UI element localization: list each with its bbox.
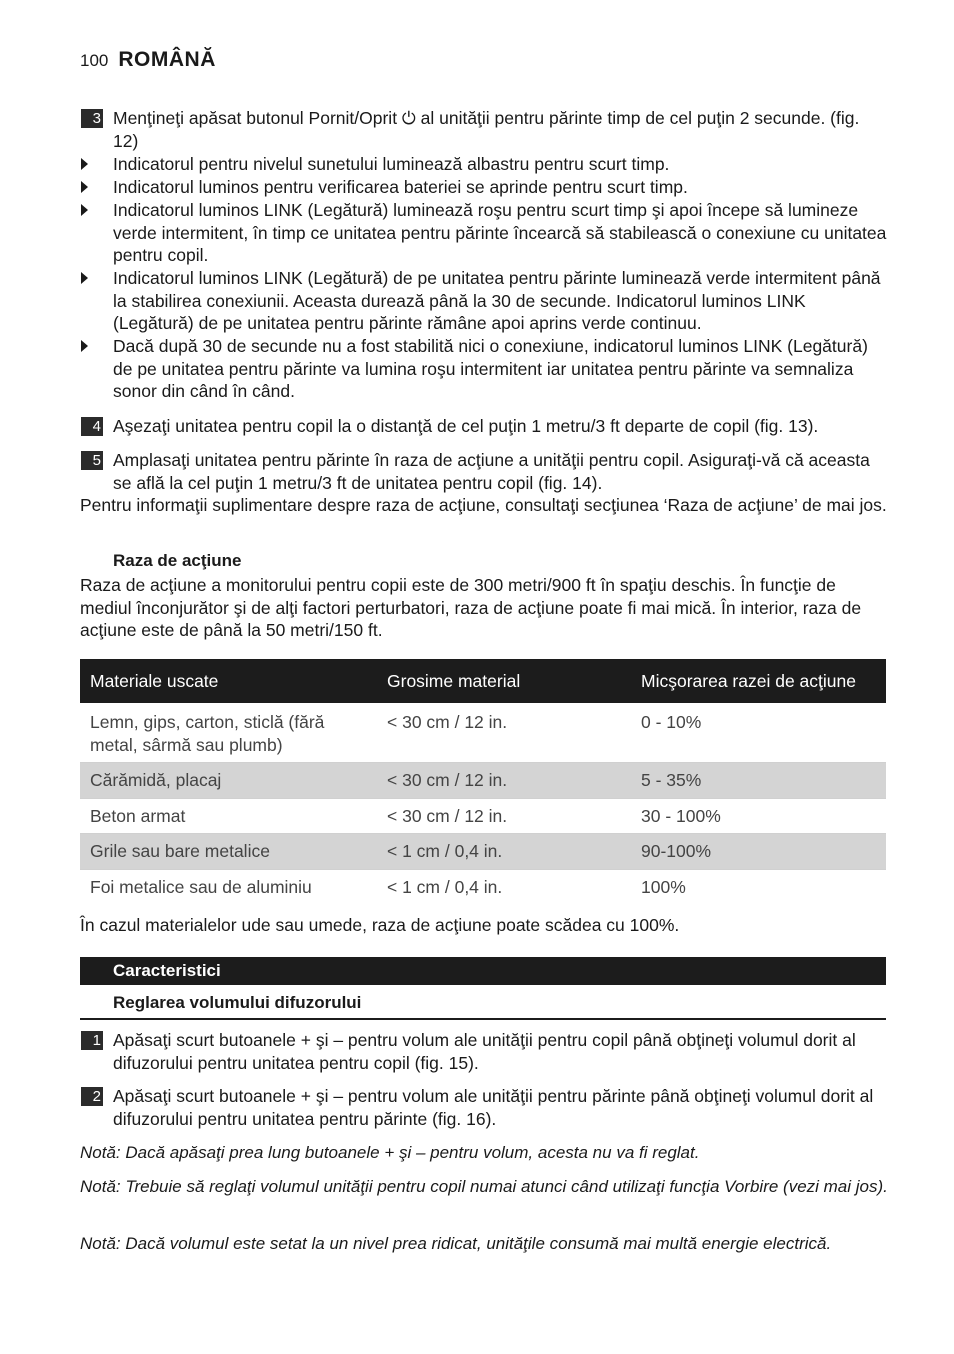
- bullet-arrow-icon: [81, 181, 88, 193]
- table-row: [80, 703, 886, 763]
- table-cell: Cărămidă, placaj: [80, 763, 377, 799]
- wet-materials-note: În cazul materialelor ude sau umede, raza de acţiune poate scădea cu 100%.: [80, 915, 680, 935]
- table-cell: Beton armat: [80, 798, 377, 834]
- table-cell: 0 - 10%: [631, 703, 886, 763]
- step-number-badge: 2: [81, 1087, 103, 1106]
- table-cell: 100%: [641, 876, 686, 897]
- table-header-cell: Materiale uscate: [80, 659, 377, 703]
- list-item: Indicatorul luminos LINK (Legătură) luminează roşu pentru scurt timp şi apoi începe să lumineze verde intermitent, în timp ce unitatea pentru părinte încearcă să stabilească o conexiune cu unitatea pentru copil.: [113, 200, 887, 265]
- step-text: Apăsaţi scurt butoanele + şi – pentru volum ale unităţii pentru copil până obţineţi volumul dorit al difuzorului pentru unitatea pentru copil (fig. 15).: [113, 1030, 856, 1073]
- step-number-badge: 4: [81, 417, 103, 436]
- note: Notă: Trebuie să reglaţi volumul unităţii pentru copil numai atunci când utilizaţi funcţia Vorbire (vezi mai jos).: [80, 1177, 888, 1196]
- subsection-title: Reglarea volumului difuzorului: [113, 993, 362, 1012]
- table-cell: 90-100%: [631, 834, 886, 870]
- bullet-arrow-icon: [81, 272, 88, 284]
- bullet-arrow-icon: [81, 340, 88, 352]
- divider: [80, 1018, 886, 1020]
- table-cell: Foi metalice sau de aluminiu: [90, 876, 312, 897]
- table-cell: < 30 cm / 12 in.: [377, 703, 631, 763]
- page-header: [80, 48, 216, 73]
- language-title: ROMÂNĂ: [118, 48, 216, 71]
- table-row: [80, 763, 886, 799]
- step-text: Menţineţi apăsat butonul Pornit/Oprit ⏻ al unităţii pentru părinte timp de cel puţin 2 secunde. (fig. 12): [113, 108, 860, 151]
- note: Notă: Dacă apăsaţi prea lung butoanele + şi – pentru volum, acesta nu va fi reglat.: [80, 1143, 700, 1162]
- step-text: Apăsaţi scurt butoanele + şi – pentru volum ale unităţii pentru părinte până obţineţi volumul dorit al difuzorului pentru unitatea pentru părinte (fig. 16).: [113, 1086, 874, 1129]
- table-cell: 30 - 100%: [631, 798, 886, 834]
- list-item: Indicatorul pentru nivelul sunetului luminează albastru pentru scurt timp.: [113, 154, 670, 174]
- table-cell: < 30 cm / 12 in.: [377, 763, 631, 799]
- range-body: Raza de acţiune a monitorului pentru copii este de 300 metri/900 ft în spaţiu deschis. În funcţie de mediul înconjurător şi de alţi factori perturbatori, raza de acţiune poate fi mai mică. În interior, raza de acţiune este de până la 50 metri/150 ft.: [80, 575, 862, 640]
- note: Notă: Dacă volumul este setat la un nivel prea ridicat, unităţile consumă mai multă energie electrică.: [80, 1234, 832, 1253]
- section-title-bar: [80, 957, 886, 985]
- table-row: [80, 834, 886, 870]
- table-cell: Lemn, gips, carton, sticlă (fără metal, sârmă sau plumb): [80, 703, 377, 763]
- table-cell: < 30 cm / 12 in.: [377, 798, 631, 834]
- section-title: Caracteristici: [113, 961, 221, 980]
- step-number-badge: 1: [81, 1031, 103, 1050]
- table-cell: 5 - 35%: [631, 763, 886, 799]
- bullet-arrow-icon: [81, 158, 88, 170]
- table-cell: < 1 cm / 0,4 in.: [387, 876, 503, 897]
- table-row: [80, 798, 886, 834]
- step-text: Amplasaţi unitatea pentru părinte în raza de acţiune a unităţii pentru copil. Asiguraţi-vă că aceasta se află la cel puţin 1 metru/3 ft de unitatea pentru copil (fig. 14).: [113, 450, 870, 493]
- table-header-cell: Grosime material: [377, 659, 631, 703]
- step-number-badge: 3: [81, 109, 103, 128]
- table-header-row: [80, 659, 886, 703]
- page-number: 100: [80, 51, 109, 70]
- info-paragraph: Pentru informaţii suplimentare despre raza de acţiune, consultaţi secţiunea ‘Raza de acţiune’ de mai jos.: [80, 495, 887, 515]
- bullet-arrow-icon: [81, 204, 88, 216]
- table-header-cell: Micşorarea razei de acţiune: [631, 659, 886, 703]
- step-number-badge: 5: [81, 451, 103, 470]
- table-cell: < 1 cm / 0,4 in.: [377, 834, 631, 870]
- table-cell: Grile sau bare metalice: [80, 834, 377, 870]
- list-item: Indicatorul luminos pentru verificarea bateriei se aprinde pentru scurt timp.: [113, 177, 688, 197]
- step-text: Aşezaţi unitatea pentru copil la o distanţă de cel puţin 1 metru/3 ft departe de copil (fig. 13).: [113, 416, 819, 436]
- list-item: Indicatorul luminos LINK (Legătură) de pe unitatea pentru părinte luminează verde intermitent până la stabilirea conexiunii. Aceasta durează până la 30 de secunde. Indicatorul luminos LINK (Legătură) de pe unitatea pentru părinte rămâne apoi aprins verde continuu.: [113, 268, 881, 333]
- range-reduction-table: [80, 659, 886, 904]
- table-row: [80, 869, 886, 904]
- range-heading: Raza de acţiune: [113, 551, 242, 570]
- list-item: Dacă după 30 de secunde nu a fost stabilită nici o conexiune, indicatorul luminos LINK (Legătură) de pe unitatea pentru părinte va lumina roşu intermitent iar unitatea pentru părinte va semnaliza sonor din când în când.: [113, 336, 868, 401]
